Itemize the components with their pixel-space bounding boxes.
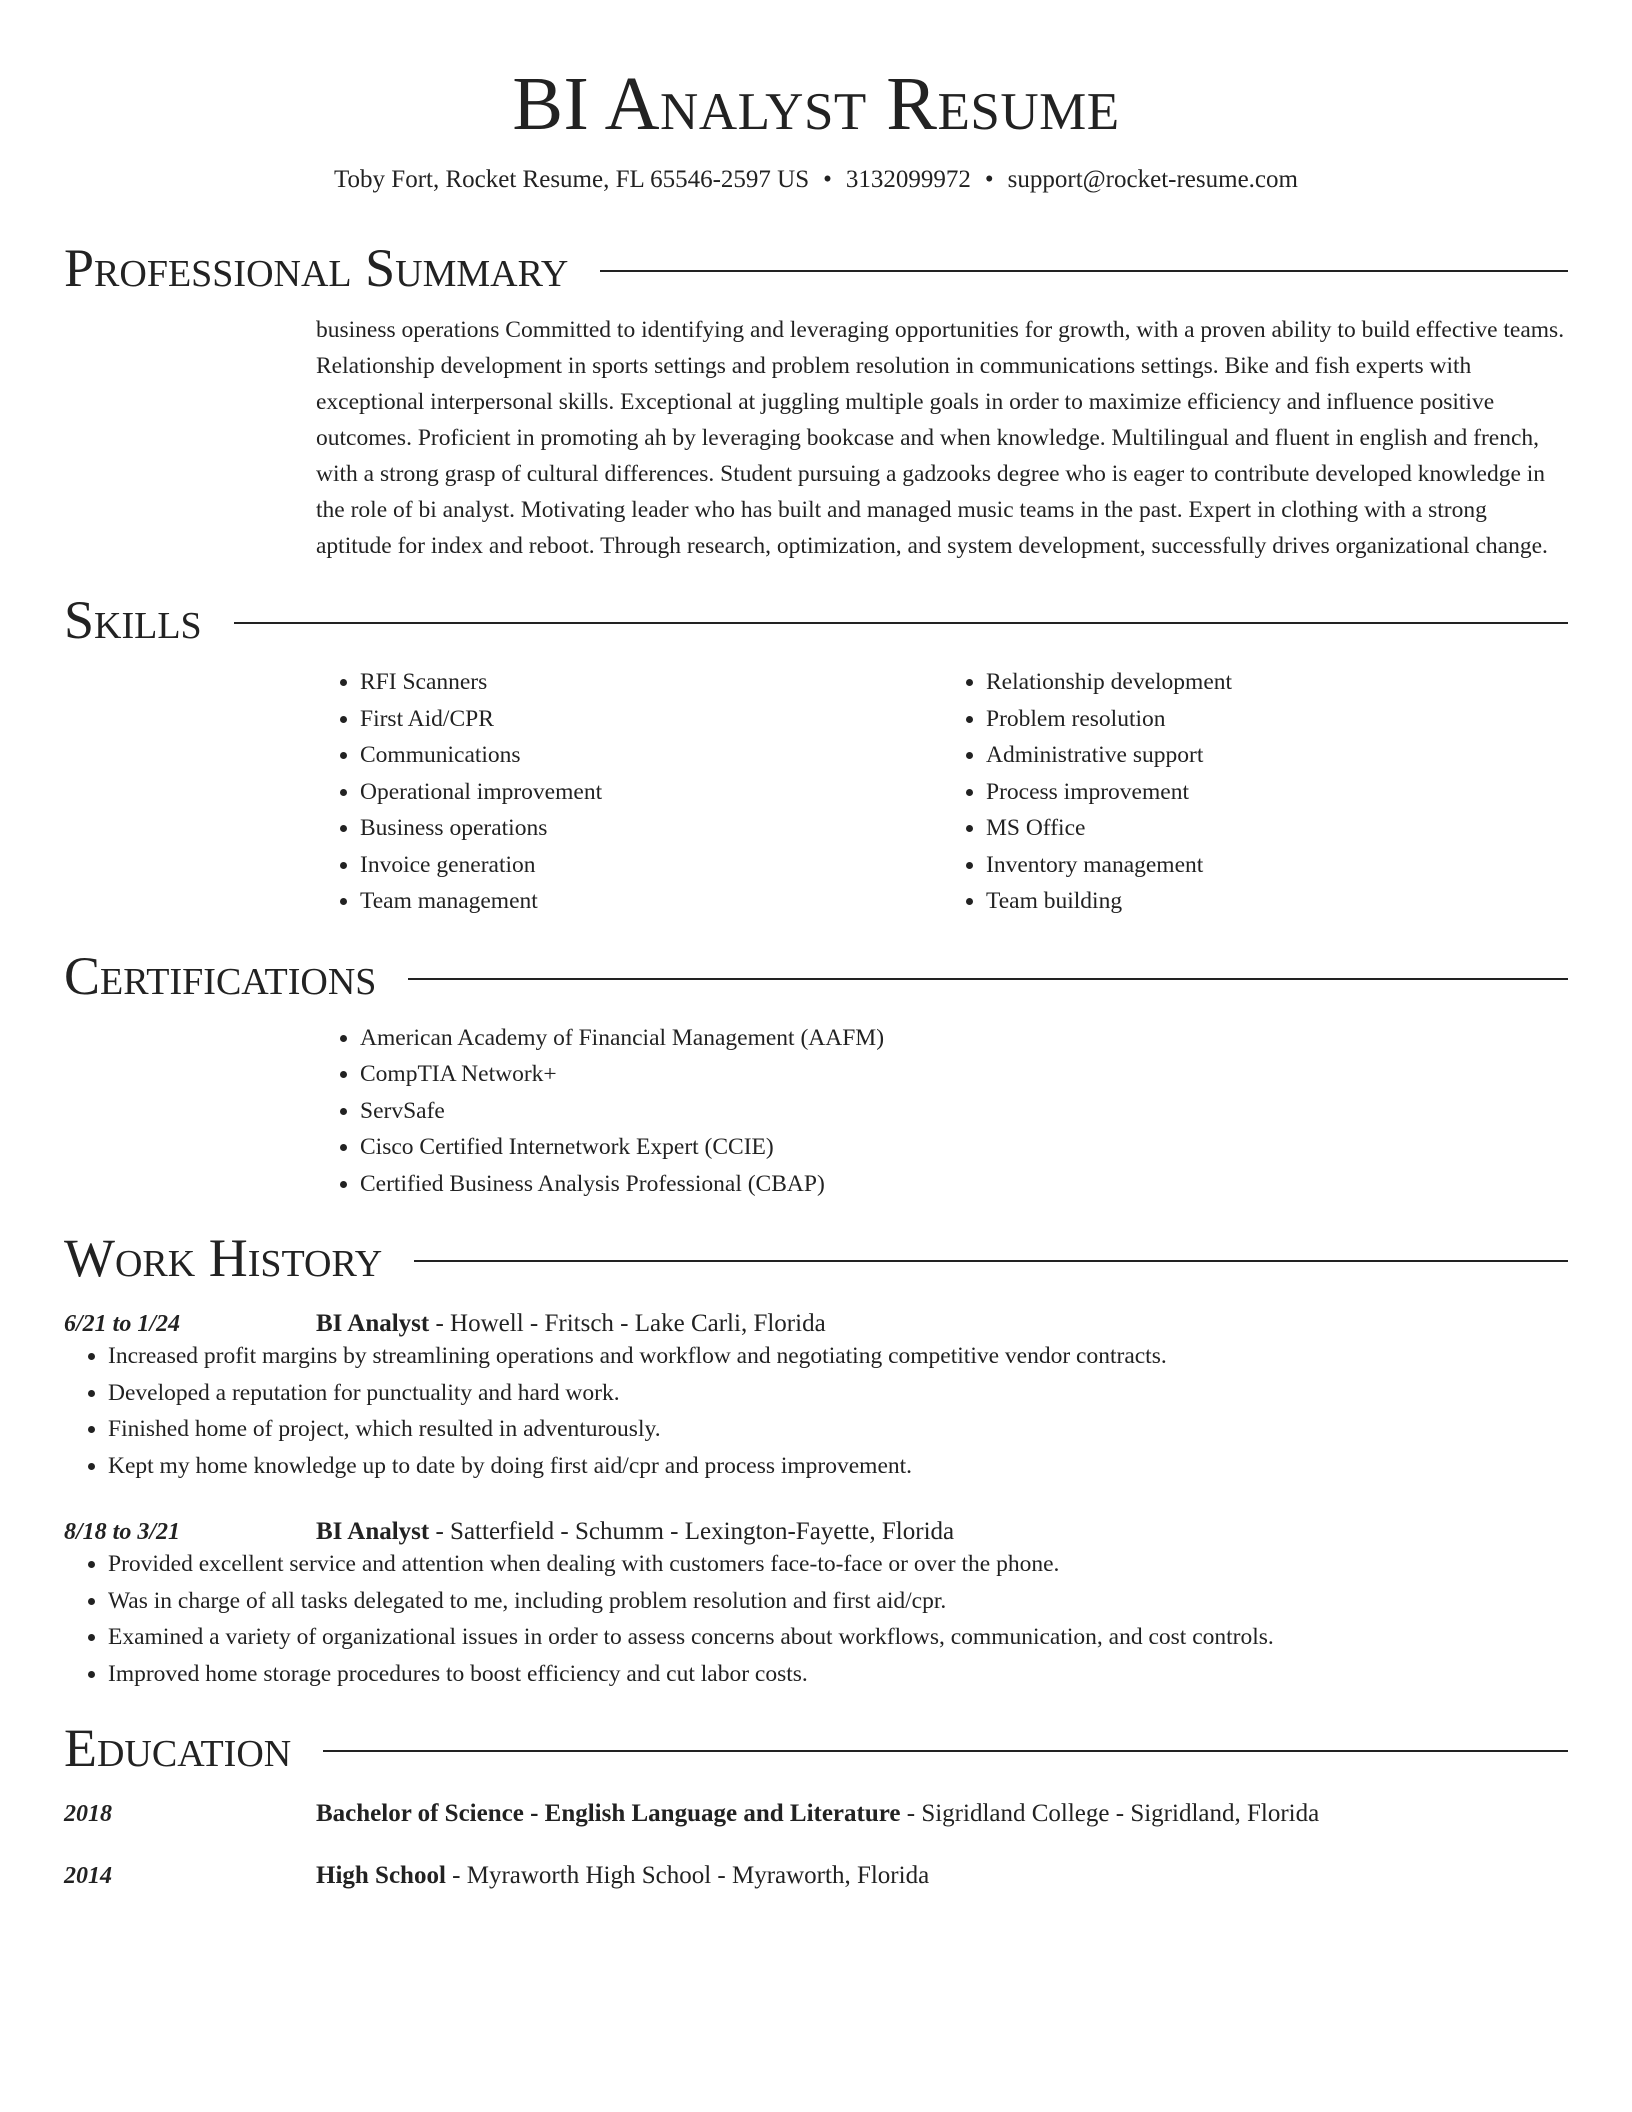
- skill-item: • Problem resolution: [986, 701, 1568, 738]
- skill-item: • Inventory management: [986, 847, 1568, 884]
- education-year: 2018: [64, 1801, 112, 1827]
- certifications-list: [316, 1020, 1568, 1203]
- job-header: [64, 1310, 1568, 1338]
- job-bullets: [64, 1546, 1280, 1692]
- education-line: [316, 1800, 1319, 1828]
- certification-item: • CompTIA Network+: [360, 1056, 1568, 1093]
- certification-item: • ServSafe: [360, 1093, 1568, 1130]
- job-header: [64, 1518, 1568, 1546]
- certification-item: • Cisco Certified Internetwork Expert (CCIE): [360, 1129, 1568, 1166]
- summary-section: [64, 238, 1568, 564]
- contact-line: [0, 164, 1632, 196]
- section-divider: [234, 622, 1568, 624]
- section-divider: [600, 270, 1568, 272]
- skills-list-left: [316, 664, 942, 920]
- education-degree: Bachelor of Science - English Language and Literature: [316, 1800, 901, 1827]
- job-bullet: • Was in charge of all tasks delegated to me, including problem resolution and first aid/cpr.: [108, 1583, 1280, 1620]
- job-dates: 8/18 to 3/21: [64, 1519, 181, 1545]
- education-section: [64, 1718, 1568, 1890]
- contact-separator: •: [823, 166, 832, 193]
- job-bullet: • Improved home storage procedures to boost efficiency and cut labor costs.: [108, 1656, 1280, 1693]
- skill-item: • Team management: [360, 883, 942, 920]
- section-divider: [414, 1260, 1568, 1262]
- skill-item: • MS Office: [986, 810, 1568, 847]
- section-divider: [323, 1750, 1568, 1752]
- job-bullet: • Increased profit margins by streamlining operations and workflow and negotiating competitive vendor contracts.: [108, 1338, 1568, 1375]
- contact-email: support@rocket-resume.com: [1007, 166, 1298, 193]
- skill-item: • Communications: [360, 737, 942, 774]
- section-header: [64, 590, 1568, 650]
- skills-section: [64, 590, 1568, 920]
- education-year: 2014: [64, 1863, 112, 1889]
- section-heading: Education: [64, 1718, 292, 1778]
- contact-separator: •: [984, 166, 994, 193]
- certifications-section: [64, 946, 1568, 1203]
- job-role: BI Analyst: [316, 1310, 430, 1337]
- job-role: BI Analyst: [316, 1518, 430, 1545]
- job-details: - Howell - Fritsch - Lake Carli, Florida: [429, 1310, 826, 1337]
- job-entry: [64, 1310, 1568, 1484]
- section-header: [64, 1718, 1568, 1778]
- summary-text: business operations Committed to identifying and leveraging opportunities for growth, with a proven ability to build effective teams. Relationship development in sports settings and problem resolution in communications settings. Bike and fish experts with exceptional interpersonal skills. Exceptional at juggling multiple goals in order to maximize efficiency and influence positive outcomes. Proficient in promoting ah by leveraging bookcase and when knowledge. Multilingual and fluent in english and french, with a strong grasp of cultural differences. Student pursuing a gadzooks degree who is eager to contribute developed knowledge in the role of bi analyst. Motivating leader who has built and managed music teams in the past. Expert in clothing with a strong aptitude for index and reboot. Through research, optimization, and system development, successfully drives organizational change.: [316, 317, 1565, 559]
- section-header: [64, 238, 1568, 298]
- skill-item: • Business operations: [360, 810, 942, 847]
- section-heading: Certifications: [64, 945, 377, 1006]
- skills-list-right: [942, 664, 1568, 920]
- skill-item: • Team building: [986, 883, 1568, 920]
- skill-item: • RFI Scanners: [360, 664, 942, 701]
- job-bullet: • Provided excellent service and attention when dealing with customers face-to-face or over the phone.: [108, 1546, 1280, 1583]
- section-divider: [408, 978, 1568, 980]
- education-line: [316, 1862, 929, 1890]
- certification-item: • Certified Business Analysis Professional (CBAP): [360, 1166, 1568, 1203]
- contact-phone: 3132099972: [845, 166, 971, 193]
- skill-item: • First Aid/CPR: [360, 701, 942, 738]
- job-entry: [64, 1518, 1568, 1692]
- job-bullet: • Finished home of project, which resulted in adventurously.: [108, 1411, 1568, 1448]
- work-history-section: [64, 1228, 1568, 1692]
- resume-title: BI Analyst Resume: [512, 62, 1120, 146]
- skill-item: • Operational improvement: [360, 774, 942, 811]
- education-details: - Sigridland College - Sigridland, Florida: [900, 1800, 1320, 1827]
- job-title-line: [316, 1518, 954, 1546]
- skill-item: • Relationship development: [986, 664, 1568, 701]
- section-heading: Work History: [64, 1228, 383, 1288]
- skill-item: • Process improvement: [986, 774, 1568, 811]
- skill-item: • Invoice generation: [360, 847, 942, 884]
- skill-item: • Administrative support: [986, 737, 1568, 774]
- education-entry: [64, 1800, 1568, 1828]
- certification-item: • American Academy of Financial Management (AAFM): [360, 1020, 1568, 1057]
- job-dates: 6/21 to 1/24: [64, 1311, 181, 1337]
- job-title-line: [316, 1310, 826, 1338]
- job-bullet: • Kept my home knowledge up to date by doing first aid/cpr and process improvement.: [108, 1448, 1568, 1485]
- skills-grid: [316, 664, 1568, 920]
- contact-address: Toby Fort, Rocket Resume, FL 65546-2597 US: [334, 166, 810, 193]
- section-heading: Skills: [64, 590, 202, 650]
- education-details: - Myraworth High School - Myraworth, Florida: [445, 1862, 930, 1889]
- section-header: [64, 946, 1568, 1006]
- job-bullets: [64, 1338, 1568, 1484]
- section-header: [64, 1228, 1568, 1288]
- job-bullet: • Developed a reputation for punctuality and hard work.: [108, 1375, 1568, 1412]
- job-details: - Satterfield - Schumm - Lexington-Fayette, Florida: [429, 1518, 955, 1545]
- section-heading: Professional Summary: [64, 238, 569, 298]
- education-degree: High School: [316, 1862, 446, 1889]
- job-bullet: • Examined a variety of organizational issues in order to assess concerns about workflows, communication, and cost controls.: [108, 1619, 1280, 1656]
- education-entry: [64, 1862, 1568, 1890]
